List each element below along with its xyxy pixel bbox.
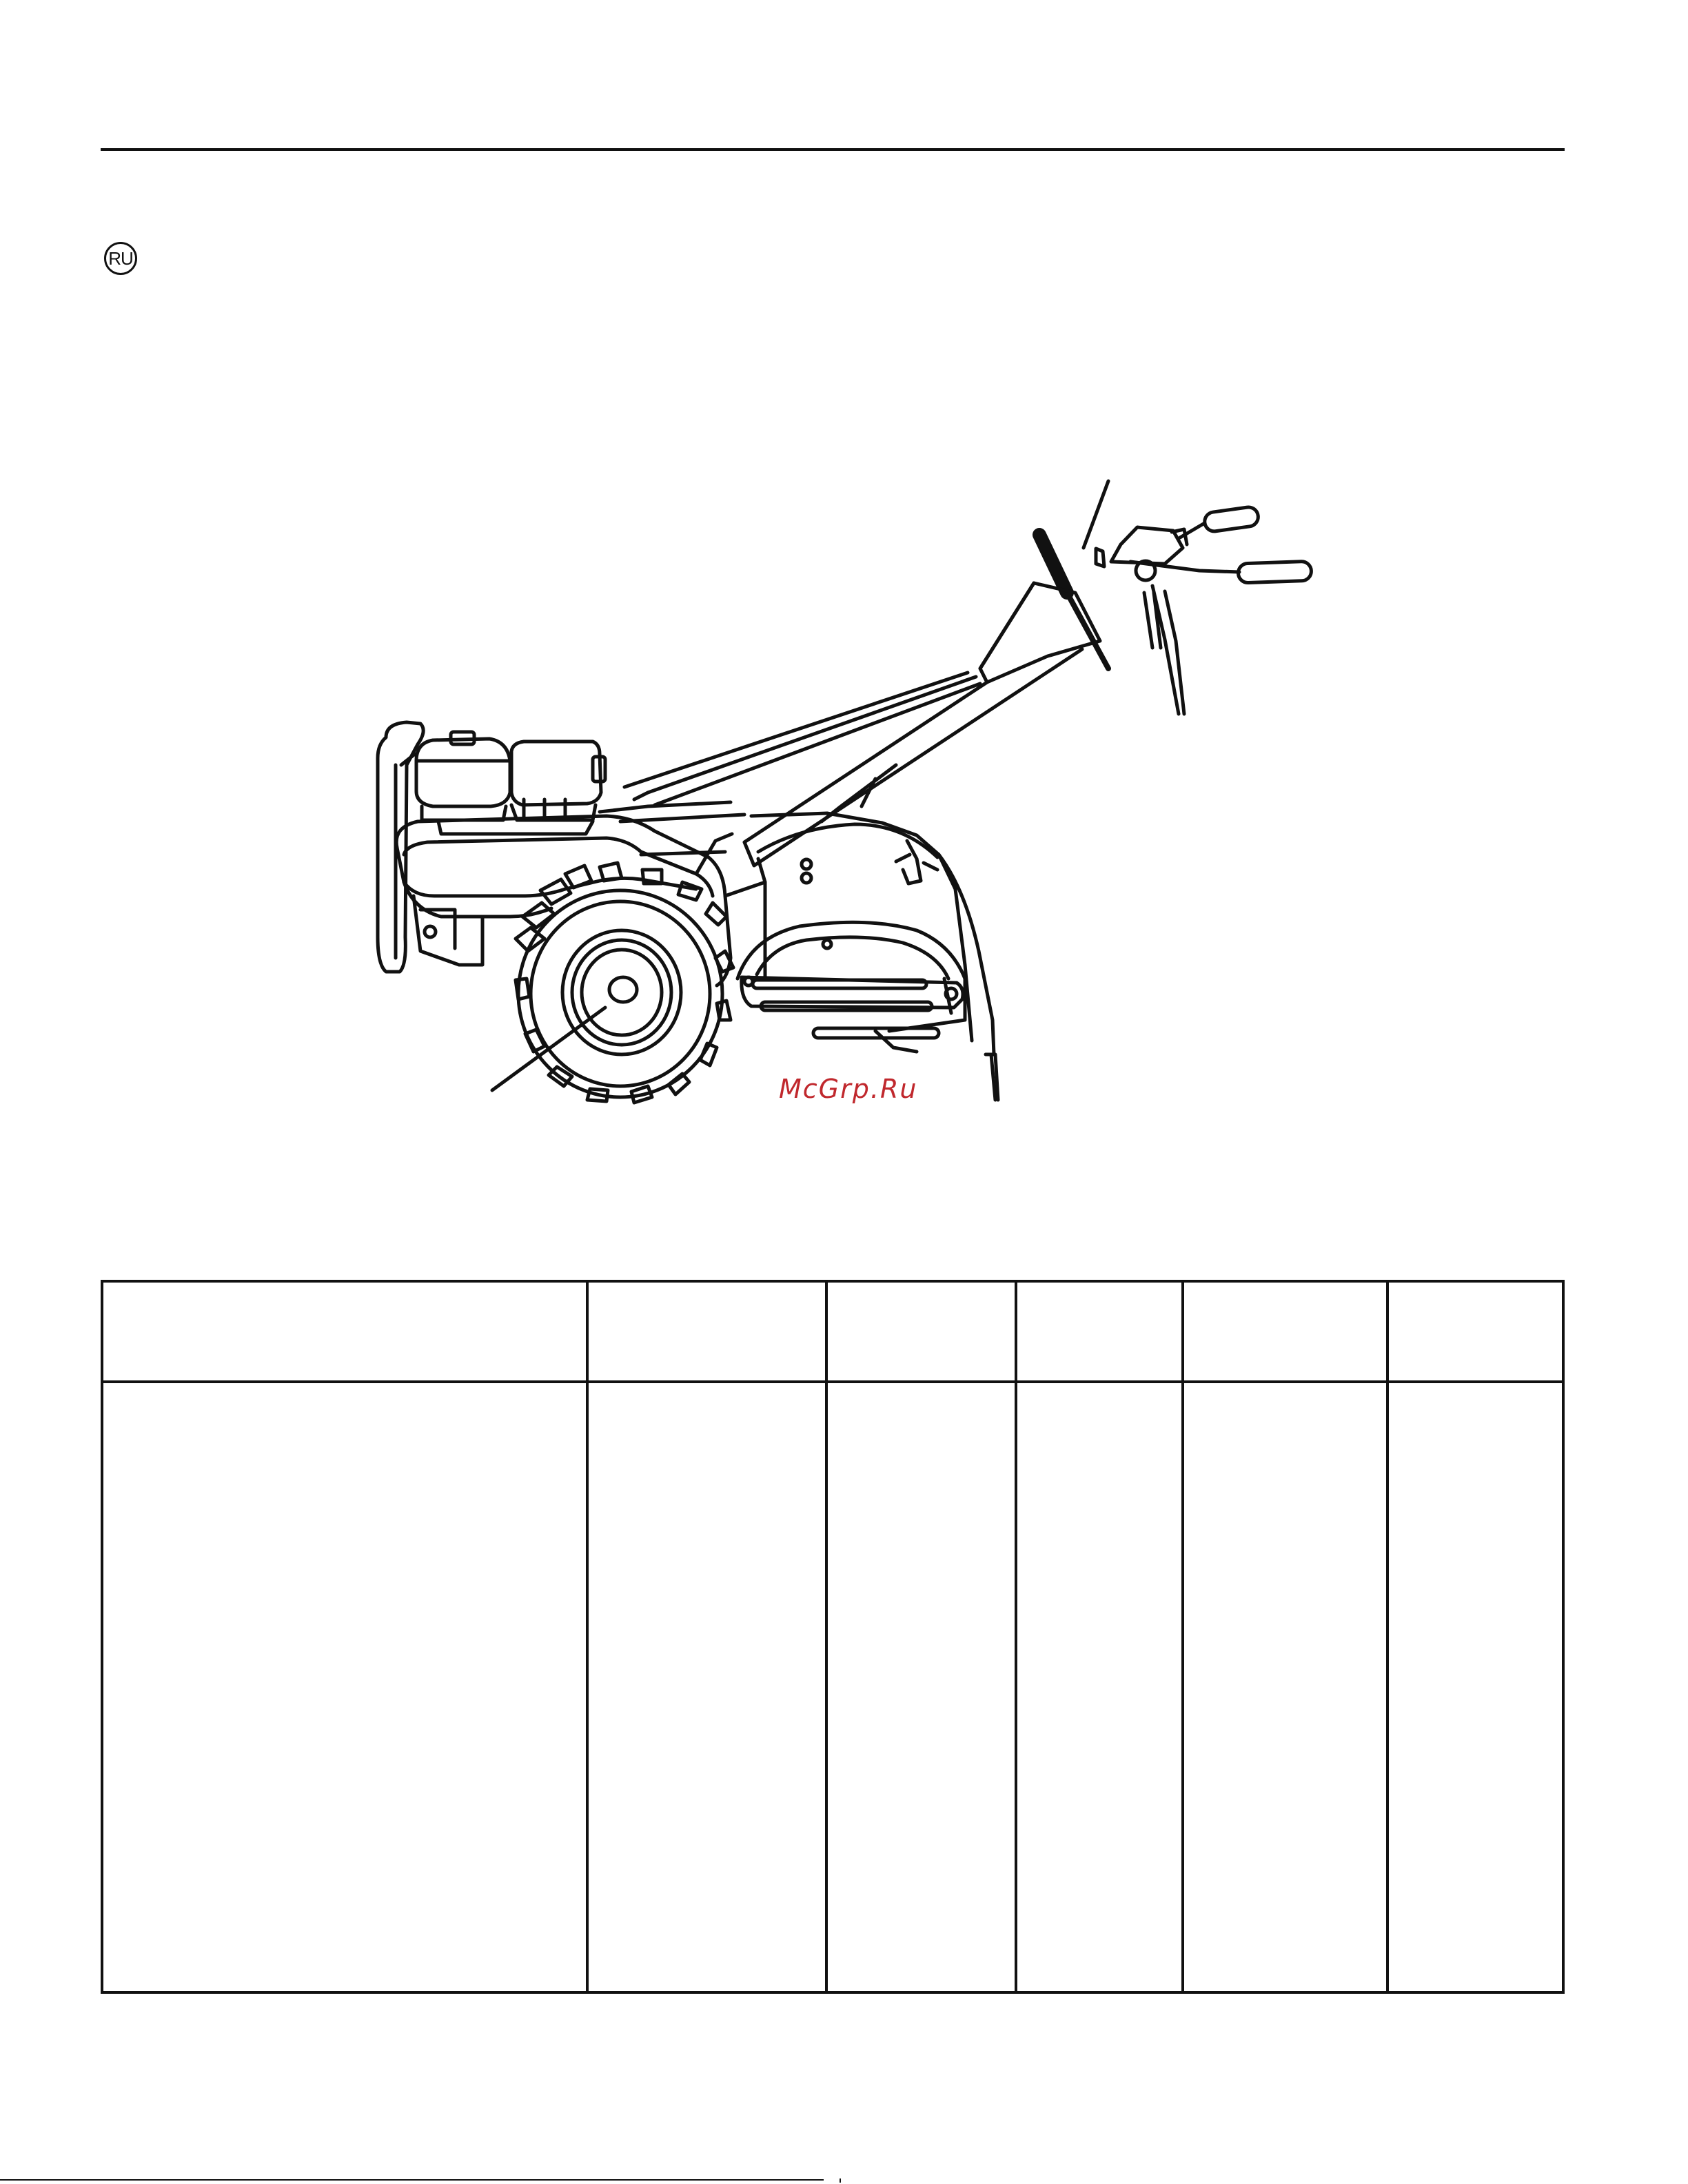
header-cell <box>1183 1281 1387 1382</box>
header-cell <box>1016 1281 1182 1382</box>
fuel-tank <box>416 732 510 820</box>
table-cell <box>587 1382 826 1992</box>
tine-hood <box>725 813 998 1100</box>
table-cell <box>1387 1382 1563 1992</box>
front-bumper <box>378 722 423 972</box>
top-divider <box>101 148 1565 151</box>
handle-frame <box>624 583 1100 866</box>
table-cell <box>826 1382 1017 1992</box>
header-cell <box>102 1281 587 1382</box>
fender <box>396 816 732 986</box>
language-badge: RU <box>104 242 137 275</box>
control-lever <box>1039 535 1108 669</box>
header-cell <box>826 1281 1017 1382</box>
table-cell <box>1183 1382 1387 1992</box>
header-cell <box>587 1281 826 1382</box>
header-cell <box>1387 1281 1563 1382</box>
watermark: McGrp.Ru <box>779 1074 918 1104</box>
leader-line-wheel <box>492 1008 605 1090</box>
drive-wheel <box>516 863 733 1103</box>
bottom-tick-mark <box>840 2178 841 2183</box>
leader-line-lever <box>1084 481 1108 548</box>
handlebar <box>1111 506 1312 714</box>
table-cell <box>102 1382 587 1992</box>
table-cell <box>1016 1382 1182 1992</box>
table-header-row <box>102 1281 1563 1382</box>
spec-table <box>101 1280 1565 1994</box>
engine-block <box>438 742 744 834</box>
table-row <box>102 1382 1563 1992</box>
bottom-divider <box>0 2179 824 2181</box>
